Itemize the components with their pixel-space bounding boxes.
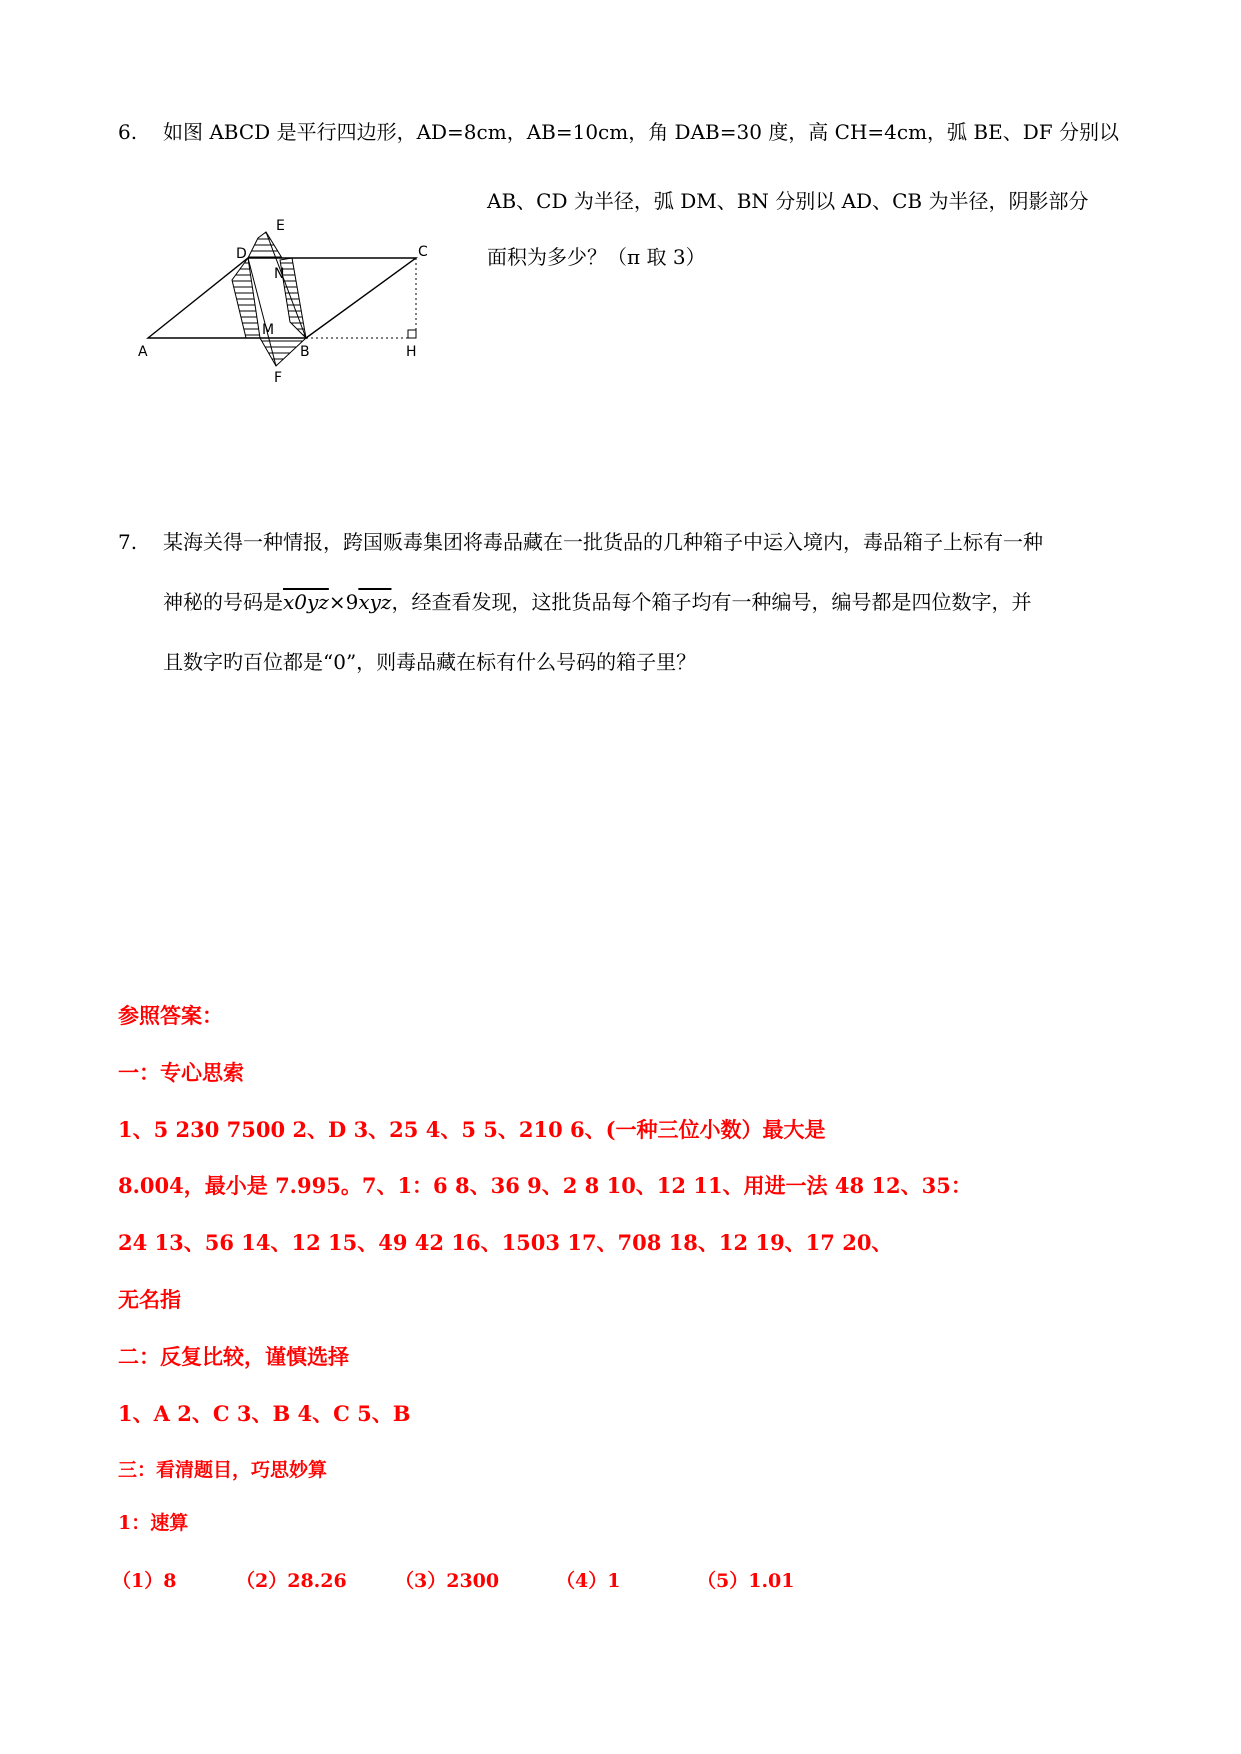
answers-sec1-line: 8.004，最小是 7.995。7、1：6 8、36 9、2 8 10、12 11、用进一法 48 12、35：: [118, 1173, 972, 1198]
q7-line1: 某海关得一种情报，跨国贩毒集团将毒品藏在一批货品的几种箱子中运入境内，毒品箱子上标有一种: [163, 530, 1043, 554]
answers-sec3-item: （5）1.01: [697, 1570, 795, 1592]
shaded-region-top: [248, 232, 282, 258]
q7-code-a: x0yz: [283, 590, 329, 614]
answers-sec3-sub: 1：速算: [118, 1512, 189, 1534]
q6-line2: AB、CD 为半径，弧 DM、BN 分别以 AD、CB 为半径，阴影部分: [487, 189, 1089, 213]
q7-line2-pre: 神秘的号码是: [163, 590, 283, 614]
label-A: A: [138, 344, 148, 360]
q7-number: 7.: [118, 530, 138, 554]
answers-sec3-title: 三：看清题目，巧思妙算: [118, 1459, 328, 1481]
q7-line2: [163, 588, 1031, 616]
answers-sec2-title: 二：反复比较，谨慎选择: [118, 1344, 349, 1369]
label-D: D: [236, 246, 247, 262]
q6-line1: 如图 ABCD 是平行四边形，AD=8cm，AB=10cm，角 DAB=30 度，高 CH=4cm，弧 BE、DF 分别以: [163, 120, 1119, 144]
answers-title: 参照答案：: [118, 1003, 223, 1028]
answers-sec1-line: 无名指: [118, 1287, 181, 1312]
q7-code-mid: ×9: [328, 590, 359, 614]
q7-line3: 且数字旳百位都是“0”，则毒品藏在标有什么号码的箱子里？: [163, 650, 697, 674]
label-C: C: [418, 244, 428, 260]
q6-line3: 面积为多少？（π 取 3）: [487, 245, 706, 269]
answers-sec1-title: 一：专心思索: [118, 1060, 244, 1085]
q7-line2-post: ，经查看发现，这批货品每个箱子均有一种编号，编号都是四位数字，并: [391, 590, 1032, 614]
answers-sec3-item: （2）28.26: [236, 1570, 347, 1592]
answers-sec3-item: （3）2300: [395, 1570, 500, 1592]
parallelogram-figure: [120, 200, 440, 390]
answers-sec1-line: 24 13、56 14、12 15、49 42 16、1503 17、708 18、12 19、17 20、: [118, 1230, 893, 1255]
label-F: F: [274, 370, 283, 386]
answers-sec3-item: （4）1: [556, 1570, 621, 1592]
label-B: B: [300, 344, 310, 360]
q6-number: 6.: [118, 120, 138, 144]
answers-sec1-line: 1、5 230 7500 2、D 3、25 4、5 5、210 6、(一种三位小数）最大是: [118, 1117, 826, 1142]
label-M: M: [262, 322, 275, 338]
answers-sec2-line: 1、A 2、C 3、B 4、C 5、B: [118, 1401, 411, 1426]
label-H: H: [406, 344, 417, 360]
q7-code-b: $\overline{xyz}$: [358, 590, 392, 614]
answers-sec3-item: （1）8: [112, 1570, 177, 1592]
shaded-region-left: [232, 258, 260, 338]
label-N: N: [274, 266, 285, 282]
label-E: E: [276, 218, 285, 234]
